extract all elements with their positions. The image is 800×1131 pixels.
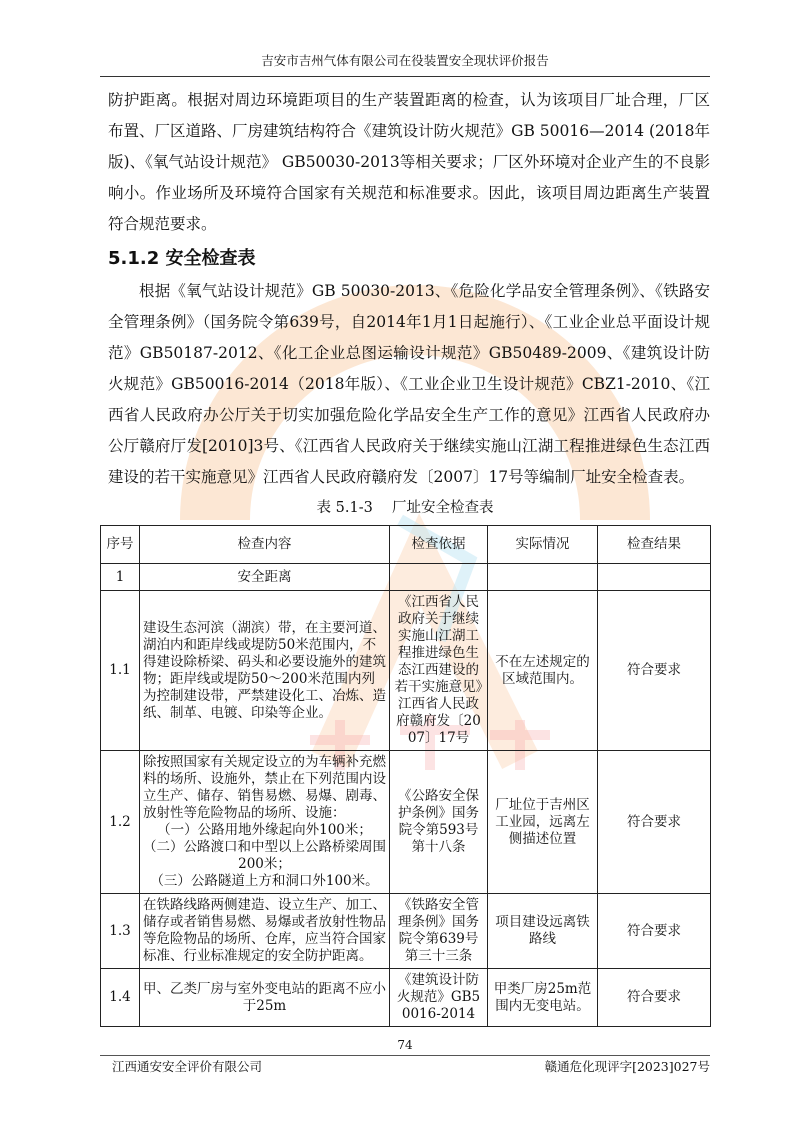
table-row: 1.1 建设生态河滨（湖滨）带，在主要河道、湖泊内和距岸线或堤防50米范围内，不得建设除桥梁、码头和必要设施外的建筑物；距岸线或堤防50～200米范围内列为控制建设带，严禁建设化工、冶炼、造纸、制革、电镀、印染等企业。 《江西省人民政府关于继续实施山江湖工程推进绿色生态江西建设的若干实施意见》江西省人民政府赣府发〔2007〕17号 不在左述规定的区域范围内。 符合要求 — [101, 591, 711, 751]
footer-company: 江西通安安全评价有限公司 — [112, 1059, 263, 1074]
table-row: 1.2 除按照国家有关规定设立的为车辆补充燃料的场所、设施外，禁止在下列范围内设立生产、储存、销售易燃、易爆、剧毒、放射性等危险物品的场所、设施： （一）公路用地外缘起向外100米； （二）公路渡口和中型以上公路桥梁周围200米； （三）公路隧道上方和洞口外100米。 《公路安全保护条例》国务院令第593号第十八条 厂址位于吉州区工业园，远离左侧描述位置 符合要求 — [101, 751, 711, 894]
page-number: 74 — [100, 1037, 710, 1056]
page-footer — [100, 1056, 710, 1076]
body-paragraph: 根据《氧气站设计规范》GB 50030-2013、《危险化学品安全管理条例》、《铁路安全管理条例》（国务院令第639号，自2014年1月1日起施行）、《工业企业总平面设计规范》GB50187-2012、《化工企业总图运输设计规范》GB50489-2009、《建筑设计防火规范》GB50016-2014（2018年版）、《工业企业卫生设计规范》CBZ1-2010、《江西省人民政府办公厅关于切实加强危险化学品安全生产工作的意见》江西省人民政府办公厅赣府厅发[2010]3号、《江西省人民政府关于继续实施山江湖工程推进绿色生态江西建设的若干实施意见》江西省人民政府赣府发〔2007〕17号等编制厂址安全检查表。 — [108, 282, 710, 486]
table-section-row: 1 安全距离 — [101, 564, 711, 591]
table-row: 1.3 在铁路线路两侧建造、设立生产、加工、储存或者销售易燃、易爆或者放射性物品等危险物品的场所、仓库，应当符合国家标准、行业标准规定的安全防护距离。 《铁路安全管理条例》国务院令第639号第三十三条 项目建设远离铁路线 符合要求 — [101, 894, 711, 969]
table-row: 1.4 甲、乙类厂房与室外变电站的距离不应小于25m 《建筑设计防火规范》GB50016-2014 甲类厂房25m范围内无变电站。 符合要求 — [101, 969, 711, 1027]
footer-doc-number: 赣通危化现评字[2023]027号 — [544, 1059, 710, 1074]
page-header: 吉安市吉州气体有限公司在役装置安全现状评价报告 — [100, 52, 710, 77]
col-content: 检查内容 — [140, 526, 390, 564]
table-header-row — [101, 526, 711, 564]
intro-paragraph: 防护距离。根据对周边环境距项目的生产装置距离的检查，认为该项目厂址合理，厂区布置、厂区道路、厂房建筑结构符合《建筑设计防火规范》GB 50016—2014 (2018年版)、《氧气站设计规范》 GB50030-2013等相关要求；厂区外环境对企业产生的不良影响小。作业场所及环境符合国家有关规范和标准要求。因此，该项目周边距离生产装置符合规范要求。 — [108, 91, 710, 233]
site-safety-checklist-table — [100, 525, 711, 1027]
table-caption: 表 5.1-3 厂址安全检查表 — [316, 500, 494, 516]
col-no: 序号 — [101, 526, 140, 564]
col-result: 检查结果 — [598, 526, 711, 564]
col-basis: 检查依据 — [390, 526, 488, 564]
col-actual: 实际情况 — [488, 526, 598, 564]
section-heading: 5.1.2 安全检查表 — [108, 248, 256, 269]
